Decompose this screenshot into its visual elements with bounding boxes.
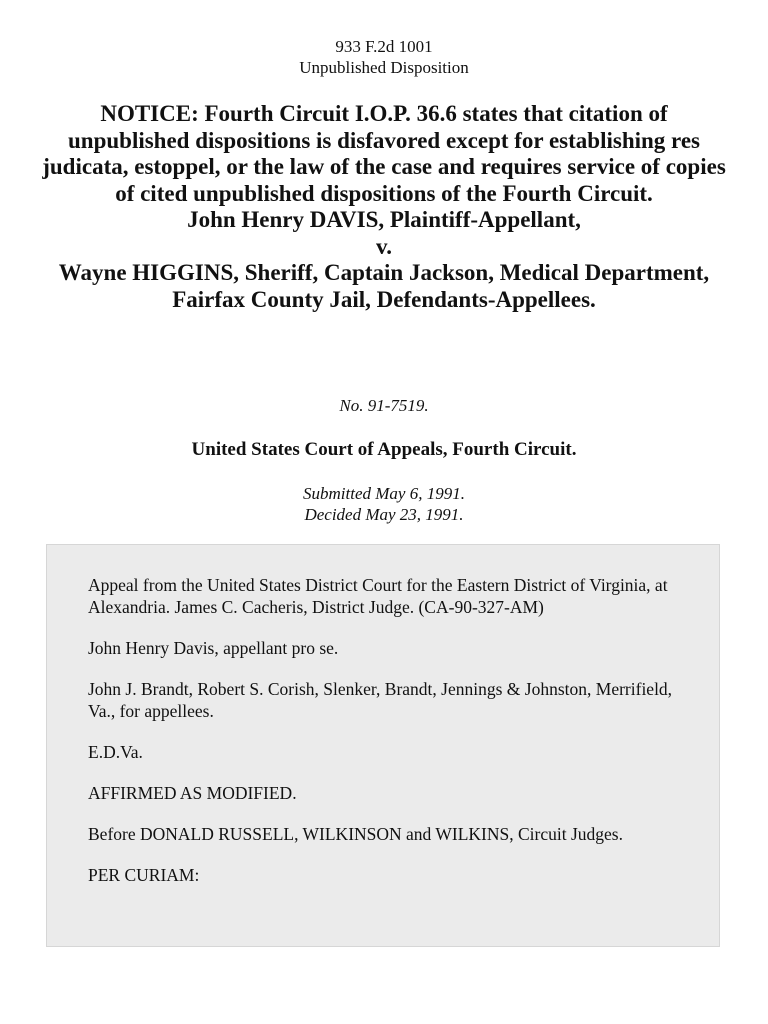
case-details-box xyxy=(46,544,720,947)
district-abbreviation: E.D.Va. xyxy=(88,742,143,762)
appellant-counsel: John Henry Davis, appellant pro se. xyxy=(88,638,339,658)
reporter-citation: 933 F.2d 1001 xyxy=(335,37,433,56)
submitted-date: Submitted May 6, 1991. xyxy=(303,484,465,503)
versus-text: v. xyxy=(376,233,392,259)
appellee-counsel: John J. Brandt, Robert S. Corish, Slenker, Brandt, Jennings & Johnston, Merrifield, Va., for appellees. xyxy=(88,679,673,721)
plaintiff-name: John Henry DAVIS, Plaintiff-Appellant, xyxy=(187,207,581,232)
judges-panel: Before DONALD RUSSELL, WILKINSON and WILKINS, Circuit Judges. xyxy=(88,824,623,844)
disposition-type: Unpublished Disposition xyxy=(299,58,469,77)
case-details-content xyxy=(88,574,678,905)
case-dates xyxy=(0,483,768,525)
defendants-line-1: Wayne HIGGINS, Sheriff, Captain Jackson, Medical Department, xyxy=(58,260,710,285)
disposition-result: AFFIRMED AS MODIFIED. xyxy=(88,783,297,803)
appeal-paragraph: Appeal from the United States District Court for the Eastern District of Virginia, at Alexandria. James C. Cacheris, District Judge. (CA-90-327-AM) xyxy=(88,575,668,617)
notice-text: NOTICE: Fourth Circuit I.O.P. 36.6 states that citation of unpublished dispositions is disfavored except for establishing res judicata, estoppel, or the law of the case and requires service of copies of cited unpublished dispositions of the Fourth Circuit. xyxy=(42,101,726,206)
per-curiam: PER CURIAM: xyxy=(88,865,200,885)
docket-number: No. 91-7519. xyxy=(339,396,429,415)
citation-block xyxy=(0,36,768,78)
defendants-line-2: Fairfax County Jail, Defendants-Appellees. xyxy=(172,286,596,312)
court-name: United States Court of Appeals, Fourth Circuit. xyxy=(191,439,577,460)
case-heading xyxy=(40,101,728,313)
decided-date: Decided May 23, 1991. xyxy=(304,505,464,524)
